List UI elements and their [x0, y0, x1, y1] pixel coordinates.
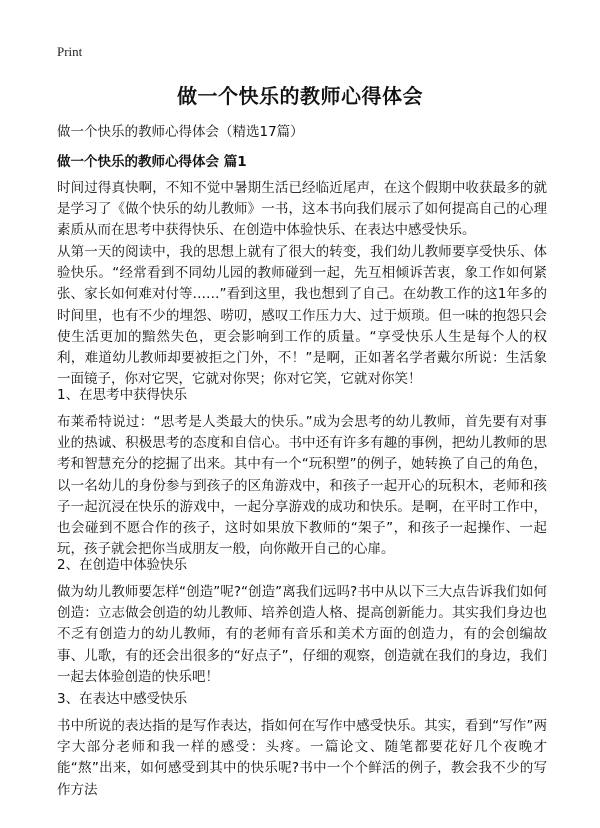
page-title: 做一个快乐的教师心得体会: [177, 84, 423, 108]
print-label: Print: [57, 44, 83, 59]
paragraph: 布莱希特说过：“思考是人类最大的快乐。”成为会思考的幼儿教师，首先要有对事业的热诚、积极思考的态度和自信心。书中还有许多有趣的事例，把幼儿教师的思考和智慧充分的挖掘了出来。其中有一个“玩积塑”的例子，她转换了自己的角色，以一名幼儿的身份参与到孩子的区角游戏中，和孩子一起开心的玩积木，老师和孩子一起沉浸在快乐的游戏中，一起分享游戏的成功和快乐。是啊，在平时工作中，也会碰到不愿合作的孩子，这时如果放下教师的“架子”，和孩子一起操作、一起玩，孩子就会把你当成朋友一般，向你敞开自己的心扉。: [57, 414, 547, 558]
paragraph: 书中所说的表达指的是写作表达，指如何在写作中感受快乐。其实，看到“写作”两字大部分老师和我一样的感受：头疼。一篇论文、随笔都要花好几个夜晚才能“熬”出来，如何感受到其中的快乐呢?书中一个个鲜活的例子，教会我不少的写作方法: [57, 718, 547, 798]
paragraph: 时间过得真快啊，不知不觉中暑期生活已经临近尾声，在这个假期中收获最多的就是学习了《做个快乐的幼儿教师》一书，这本书向我们展示了如何提高自己的心理素质从而在思考中获得快乐、在创造中体验快乐、在表达中感受快乐。: [57, 180, 547, 239]
document-subtitle: 做一个快乐的教师心得体会（精选17篇）: [57, 124, 304, 140]
sub-heading: 1、在思考中获得快乐: [57, 387, 188, 403]
section-heading: 做一个快乐的教师心得体会 篇1: [57, 154, 247, 170]
sub-heading: 2、在创造中体验快乐: [57, 557, 188, 573]
paragraph: 从第一天的阅读中，我的思想上就有了很大的转变，我们幼儿教师要享受快乐、体验快乐。“经常看到不同幼儿园的教师碰到一起，先互相倾诉苦衷，象工作如何紧张、家长如何难对付等……”看到这里，我也想到了自己。在幼教工作的这1年多的时间里，也有不少的埋怨、唠叨，感叹工作压力大、过于烦琐。但一味的抱怨只会使生活更加的黯然失色，更会影响到工作的质量。“享受快乐人生是每个人的权利，难道幼儿教师却要被拒之门外，不！”是啊，正如著名学者戴尔所说：生活象一面镜子，你对它哭，它就对你哭；你对它笑，它就对你笑！: [57, 244, 547, 388]
sub-heading: 3、在表达中感受快乐: [57, 691, 188, 707]
paragraph: 做为幼儿教师要怎样“创造”呢?“创造”离我们远吗?书中从以下三大点告诉我们如何创造：立志做会创造的幼儿教师、培养创造人格、提高创新能力。其实我们身边也不乏有创造力的幼儿教师，有的老师有音乐和美术方面的创造力，有的会创编故事、儿歌，有的还会出很多的“好点子”，仔细的观察，创造就在我们的身边，我们一起去体验创造的快乐吧！: [57, 584, 547, 685]
